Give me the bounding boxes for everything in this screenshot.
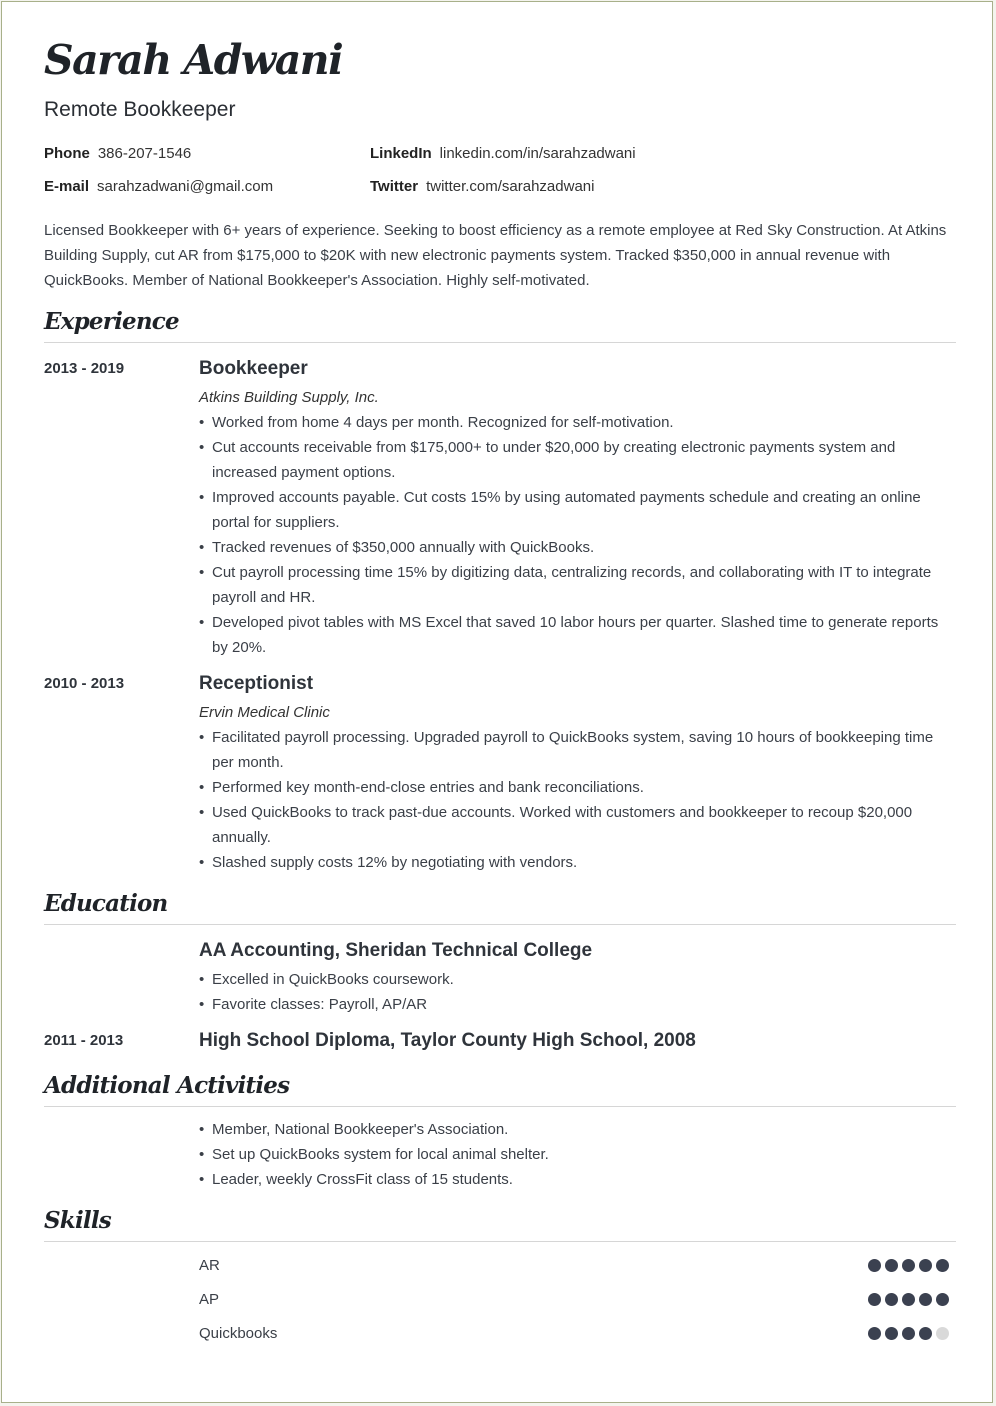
- rating-dot-filled: [919, 1259, 932, 1272]
- skill-name: Quickbooks: [199, 1325, 278, 1342]
- linkedin-value: linkedin.com/in/sarahzadwani: [439, 145, 636, 162]
- resume-name: Sarah Adwani: [44, 36, 343, 84]
- email-label: E-mail: [44, 178, 90, 195]
- contact-phone: [44, 145, 191, 162]
- activities-heading: Additional Activities: [44, 1072, 290, 1099]
- activities-bullets: [199, 1117, 944, 1192]
- rating-dot-filled: [885, 1259, 898, 1272]
- list-item: • Member, National Bookkeeper's Association.: [199, 1117, 944, 1142]
- rating-dot-filled: [885, 1293, 898, 1306]
- job-dates: 2013 - 2019: [44, 360, 125, 377]
- rating-dot-filled: [919, 1327, 932, 1340]
- list-item: • Performed key month-end-close entries and bank reconciliations.: [199, 775, 944, 800]
- list-item: • Set up QuickBooks system for local animal shelter.: [199, 1142, 944, 1167]
- rating-dot-filled: [902, 1327, 915, 1340]
- skill-name: AR: [199, 1257, 220, 1274]
- linkedin-label: LinkedIn: [370, 145, 432, 162]
- list-item: • Slashed supply costs 12% by negotiating with vendors.: [199, 850, 944, 875]
- list-item: • Cut accounts receivable from $175,000+ to under $20,000 by creating electronic payments system and increased payment options.: [199, 435, 944, 485]
- job-company: Ervin Medical Clinic: [199, 704, 330, 721]
- education-divider: [44, 924, 956, 925]
- resume-page: [1, 1, 993, 1403]
- rating-dot-filled: [868, 1259, 881, 1272]
- activities-divider: [44, 1106, 956, 1107]
- job-title: Receptionist: [199, 673, 314, 694]
- rating-dot-empty: [936, 1327, 949, 1340]
- twitter-value: twitter.com/sarahzadwani: [426, 178, 595, 195]
- twitter-label: Twitter: [370, 178, 419, 195]
- contact-linkedin: [370, 145, 636, 162]
- rating-dot-filled: [868, 1327, 881, 1340]
- education-degree: AA Accounting, Sheridan Technical College: [199, 940, 593, 961]
- list-item: • Worked from home 4 days per month. Recognized for self-motivation.: [199, 410, 944, 435]
- resume-role: Remote Bookkeeper: [44, 98, 236, 121]
- education-heading: Education: [44, 890, 168, 917]
- rating-dot-filled: [902, 1259, 915, 1272]
- list-item: • Developed pivot tables with MS Excel that saved 10 labor hours per quarter. Slashed time to generate reports by 20%.: [199, 610, 944, 660]
- skill-rating: [868, 1327, 949, 1340]
- rating-dot-filled: [919, 1293, 932, 1306]
- education-dates: 2011 - 2013: [44, 1032, 124, 1049]
- list-item: • Cut payroll processing time 15% by digitizing data, centralizing records, and collaborating with IT to integrate payroll and HR.: [199, 560, 944, 610]
- list-item: • Improved accounts payable. Cut costs 15% by using automated payments schedule and creating an online portal for suppliers.: [199, 485, 944, 535]
- rating-dot-filled: [936, 1293, 949, 1306]
- skill-name: AP: [199, 1291, 220, 1308]
- list-item: • Facilitated payroll processing. Upgraded payroll to QuickBooks system, saving 10 hours of bookkeeping time per month.: [199, 725, 944, 775]
- skill-rating: [868, 1259, 949, 1272]
- job-company: Atkins Building Supply, Inc.: [199, 389, 379, 406]
- rating-dot-filled: [868, 1293, 881, 1306]
- phone-value: 386-207-1546: [97, 145, 192, 162]
- education-degree: High School Diploma, Taylor County High School, 2008: [199, 1030, 696, 1051]
- summary-text: Licensed Bookkeeper with 6+ years of experience. Seeking to boost efficiency as a remote employee at Red Sky Construction. At Atkins Building Supply, cut AR from $175,000 to $20K with new electronic payments system. Tracked $350,000 in annual revenue with QuickBooks. Member of National Bookkeeper's Association. Highly self-motivated.: [44, 222, 947, 289]
- list-item: • Excelled in QuickBooks coursework.: [199, 967, 944, 992]
- contact-twitter: [370, 178, 594, 195]
- list-item: • Tracked revenues of $350,000 annually with QuickBooks.: [199, 535, 944, 560]
- rating-dot-filled: [902, 1293, 915, 1306]
- skills-divider: [44, 1241, 956, 1242]
- email-value: sarahzadwani@gmail.com: [97, 178, 274, 195]
- list-item: • Favorite classes: Payroll, AP/AR: [199, 992, 944, 1017]
- job-title: Bookkeeper: [199, 358, 308, 379]
- skills-heading: Skills: [44, 1207, 111, 1234]
- skill-rating: [868, 1293, 949, 1306]
- list-item: • Used QuickBooks to track past-due accounts. Worked with customers and bookkeeper to recoup $20,000 annually.: [199, 800, 944, 850]
- rating-dot-filled: [885, 1327, 898, 1340]
- phone-label: Phone: [44, 145, 90, 162]
- education-bullets: [199, 967, 944, 1017]
- contact-email: [44, 178, 273, 195]
- job-dates: 2010 - 2013: [44, 675, 125, 692]
- experience-divider: [44, 342, 956, 343]
- rating-dot-filled: [936, 1259, 949, 1272]
- list-item: • Leader, weekly CrossFit class of 15 students.: [199, 1167, 944, 1192]
- job-bullets: [199, 410, 944, 660]
- experience-heading: Experience: [44, 308, 179, 335]
- job-bullets: [199, 725, 944, 875]
